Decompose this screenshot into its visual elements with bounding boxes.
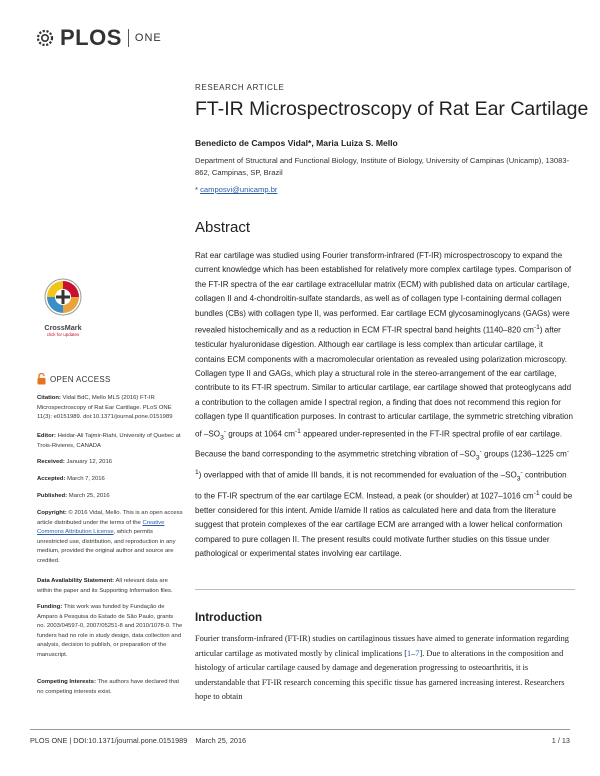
section-divider xyxy=(195,589,575,590)
reference-link[interactable]: 1 xyxy=(406,648,412,658)
abstract-text: could be better considered for this intent. Amide I/amide II ratios as calculated here and data from the literature suggest that protein complexes of the ear cartilage ECM are arranged with a lower helical conformation compared to pure collagen II. The present results could motivate further studies on this tissue under pathological or experimental states involving ear cartilage. xyxy=(195,491,573,558)
published-text: March 25, 2016 xyxy=(68,493,110,499)
competing-interests-text: The authors have declared that no competing interests exist. xyxy=(37,679,179,695)
abstract-text: groups at 1064 cm xyxy=(226,429,295,439)
footer-divider xyxy=(30,729,570,730)
abstract-sup: - xyxy=(479,448,482,456)
copyright-label: Copyright: xyxy=(37,510,67,516)
citation-label: Citation: xyxy=(37,395,61,401)
accepted-label: Accepted: xyxy=(37,476,66,482)
introduction-heading: Introduction xyxy=(195,612,263,624)
abstract-paragraph xyxy=(195,249,573,561)
citation xyxy=(37,394,183,423)
footer-citation: PLOS ONE | DOI:10.1371/journal.pone.0151989 March 25, 2016 xyxy=(30,736,247,745)
logo-text: PLOS xyxy=(60,25,122,50)
corresponding-email xyxy=(195,185,277,194)
editor xyxy=(37,432,183,451)
editor-label: Editor: xyxy=(37,433,56,439)
intro-text: – xyxy=(411,648,416,658)
published xyxy=(37,492,183,502)
license-link[interactable]: Creative Commons Attribution License xyxy=(37,519,165,536)
open-lock-icon xyxy=(37,373,46,385)
logo-sub: ONE xyxy=(134,32,162,44)
funding-label: Funding: xyxy=(37,604,63,610)
abstract-sub: 3 xyxy=(475,454,480,462)
abstract-sup: - xyxy=(520,468,523,476)
crossmark-sub: click for updates xyxy=(46,332,80,337)
email-link[interactable]: camposvi@unicamp.br xyxy=(200,185,278,194)
intro-text: Fourier transform-infrared (FT-IR) studies on cartilaginous tissues have aimed to generate information regarding articular cartilage as motivated mostly by clinical implications [ xyxy=(195,634,569,658)
article-type: RESEARCH ARTICLE xyxy=(195,83,285,92)
introduction-body xyxy=(195,632,575,705)
abstract-text: groups (1236–1225 cm xyxy=(481,449,567,459)
accepted xyxy=(37,475,183,485)
funding xyxy=(37,603,183,661)
editor-text: Heidar-Ali Tajmir-Riahi, University of Quebec at Trois-Rivieres, CANADA xyxy=(37,433,181,449)
crossmark-badge[interactable] xyxy=(37,277,89,337)
abstract-text: appeared under-represented in the FT-IR spectral profile of ear cartilage. Because the band corresponding to the asymmetric stretching vibration of –SO xyxy=(195,429,563,459)
authors: Benedicto de Campos Vidal*, Maria Luiza S. Mello xyxy=(195,138,398,148)
crossmark-label: CrossMark xyxy=(44,323,82,332)
received-text: January 12, 2016 xyxy=(66,459,113,465)
crossmark-icon xyxy=(43,277,83,317)
accepted-text: March 7, 2016 xyxy=(67,476,105,482)
email-prefix: * xyxy=(195,185,198,194)
logo-divider xyxy=(128,29,129,47)
competing-interests-label: Competing Interests: xyxy=(37,679,96,685)
copyright-text: , which permits unrestricted use, distribution, and reproduction in any medium, provided the original author and source are credited. xyxy=(37,529,176,564)
open-access xyxy=(37,373,111,385)
abstract-text: Rat ear cartilage was studied using Fourier transform-infrared (FT-IR) microspectroscopy to expand the current knowledge which has been established for relatively more complex cartilage types. Comparison of the FT-IR spectra of the ear cartilage extracellular matrix (ECM) with published data on articular cartilage, collagen II and 4-chondroitin-sulfate standards, as well as of collagen type I-containing dermal collagen bundles (CBs) with collagen type II, was performed. Ear cartilage ECM glycosaminoglycans (GAGs) were revealed histochemically and as a reduction in ECM FT-IR spectral band heights (1140–820 cm xyxy=(195,251,572,335)
copyright xyxy=(37,509,183,567)
plos-logo-icon xyxy=(33,26,57,50)
plos-logo[interactable] xyxy=(33,25,162,51)
open-access-label: OPEN ACCESS xyxy=(50,374,111,384)
data-availability xyxy=(37,577,183,596)
citation-text: Vidal BdC, Mello MLS (2016) FT-IR Microspectroscopy of Rat Ear Cartilage. PLoS ONE 11(3): e0151989. doi:10.1371/journal.pone.0151989 xyxy=(37,395,173,421)
page-number: 1 / 13 xyxy=(551,736,570,745)
data-availability-text: All relevant data are within the paper and its Supporting Information files. xyxy=(37,578,173,594)
abstract-text: ) overlapped with that of amide III bands, it is not recommended for evaluation of the –SO xyxy=(198,470,517,480)
abstract-sup: - xyxy=(223,427,227,435)
published-label: Published: xyxy=(37,493,68,499)
article-title: FT-IR Microspectroscopy of Rat Ear Cartilage xyxy=(195,98,589,120)
copyright-text: © 2016 Vidal, Mello. This is an open access article distributed under the terms of the xyxy=(37,510,183,526)
abstract-sup: -1 xyxy=(195,448,570,476)
received xyxy=(37,458,183,468)
abstract-sup: -1 xyxy=(294,427,301,435)
affiliation: Department of Structural and Functional Biology, Institute of Biology, University of Campinas (Unicamp), 13083-862, Campinas, SP, Brazil xyxy=(195,156,570,177)
data-availability-label: Data Availability Statement: xyxy=(37,578,115,584)
abstract-sup: -1 xyxy=(533,324,540,332)
competing-interests xyxy=(37,678,183,697)
abstract-heading: Abstract xyxy=(195,219,251,236)
received-label: Received: xyxy=(37,459,65,465)
abstract-sub: 3 xyxy=(220,433,224,441)
abstract-sub: 3 xyxy=(516,475,521,483)
abstract-body xyxy=(195,249,573,561)
abstract-text: ) after testicular hyaluronidase digestion. Although ear cartilage is less complex than articular cartilage, it contains ECM components with a macromolecular orientation as revealed using polarization microscopy. Collagen type II and GAGs, which play a structural role in the stereo-arrangement of the ear cartilage, contribute to its FT-IR spectrum. Similar to articular cartilage, ear cartilage showed that proteoglycans add a contribution to the collagen amide I spectral region, a finding that does not recommend this region for collagen type II quantification purposes. In contrast to articular cartilage, the symmetric stretching vibration of –SO xyxy=(195,325,573,439)
intro-text: ]. Due to alterations in the composition and histology of articular cartilage caused by damage and degeneration progressing to osteoarthritis, it is understandable that FT-IR research concerning this specific tissue has garnered increasing interest. Researchers hope to obtain xyxy=(195,648,565,701)
abstract-text: contribution to the FT-IR spectrum of the ear cartilage ECM. Instead, a peak (or shoulder) at 1027–1016 cm xyxy=(195,470,567,501)
reference-link[interactable]: 7 xyxy=(415,648,420,658)
abstract-sup: -1 xyxy=(533,489,540,497)
funding-text: This work was funded by Fundação de Amparo à Pesquisa do Estado de São Paulo, grants no. 2003/04597-0, 2007/05251-8 and 2010/1078-0. The funders had no role in study design, data collection and analysis, decision to publish, or preparation of the manuscript. xyxy=(37,604,183,658)
